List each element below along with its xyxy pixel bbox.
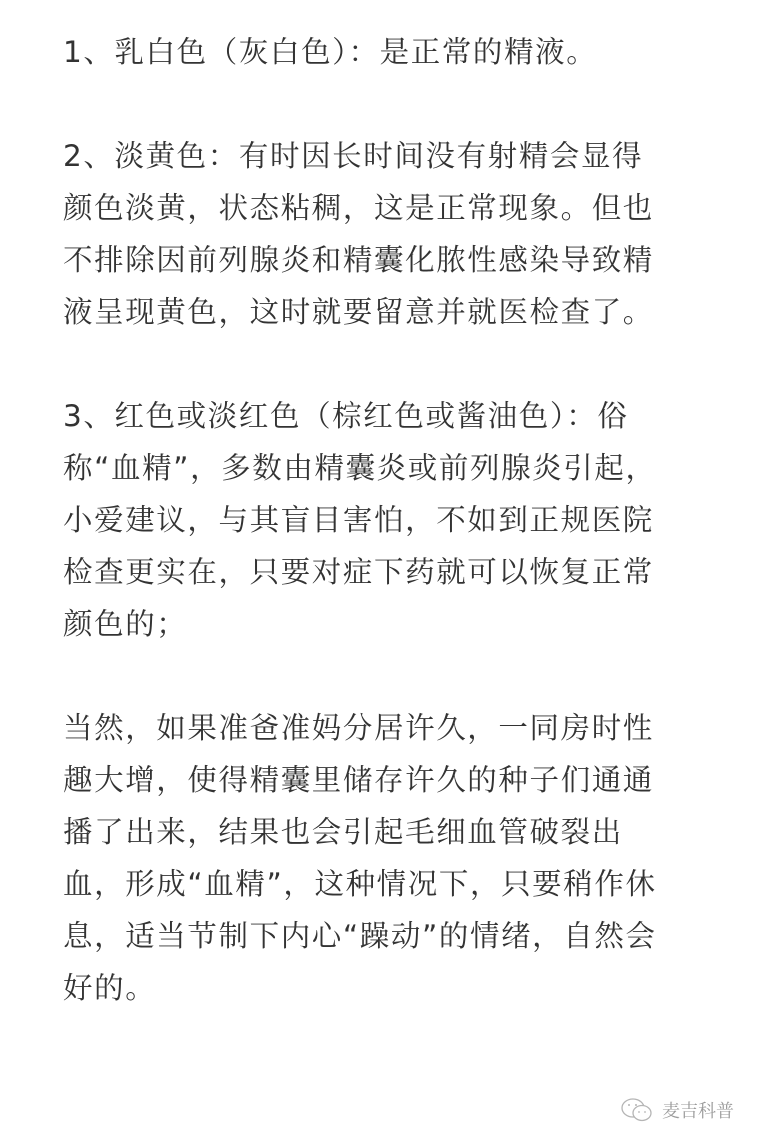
text-line: 当然，如果准爸准妈分居许久，一同房时性 [63,711,654,745]
paragraph-2 [63,130,703,338]
paragraph-1 [63,26,703,78]
paragraph-4 [63,702,703,1014]
wechat-icon [620,1097,654,1123]
text-line: 检查更实在，只要对症下药就可以恢复正常 [63,555,654,589]
text-line: 血，形成“血精”，这种情况下，只要稍作休 [63,867,657,901]
text-line: 播了出来，结果也会引起毛细血管破裂出 [63,815,623,849]
text-line: 息，适当节制下内心“躁动”的情绪，自然会 [63,919,657,953]
text-line: 颜色淡黄，状态粘稠，这是正常现象。但也 [63,191,654,225]
text-line: 3、红色或淡红色（棕红色或酱油色）：俗 [63,399,629,433]
watermark-text: 麦吉科普 [662,1101,734,1122]
text-line: 不排除因前列腺炎和精囊化脓性感染导致精 [63,243,654,277]
text-line: 称“血精”，多数由精囊炎或前列腺炎引起， [63,451,657,485]
text-line: 2、淡黄色：有时因长时间没有射精会显得 [63,139,644,173]
text-line: 小爱建议，与其盲目害怕，不如到正规医院 [63,503,654,537]
article-body [63,26,703,1014]
text-line: 好的。 [63,971,157,1005]
text-line: 液呈现黄色，这时就要留意并就医检查了。 [63,295,654,329]
watermark [620,1093,734,1127]
paragraph-3 [63,390,703,650]
text-line: 颜色的； [63,607,188,641]
text-line: 1、乳白色（灰白色）：是正常的精液。 [63,35,598,69]
text-line: 趣大增，使得精囊里储存许久的种子们通通 [63,763,654,797]
